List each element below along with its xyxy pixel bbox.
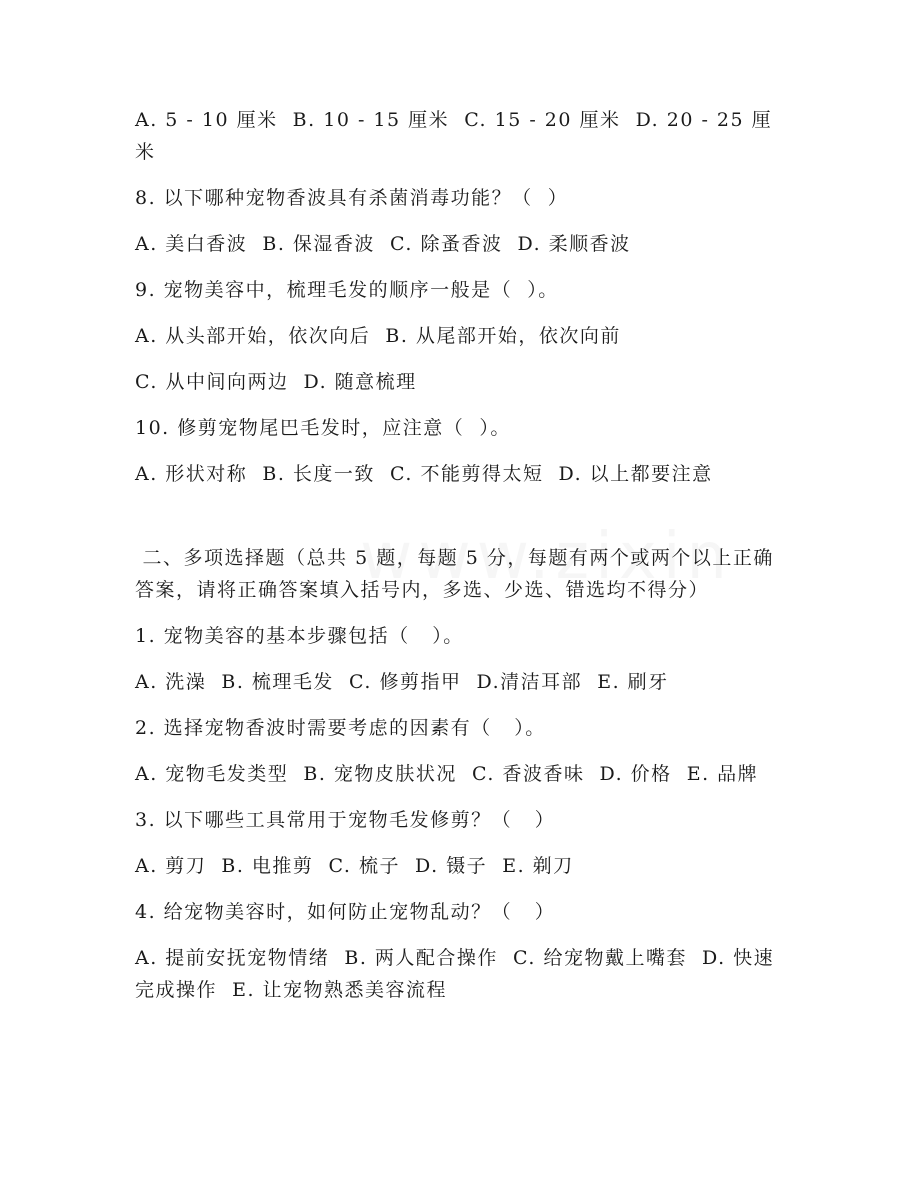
mq3-question: 3. 以下哪些工具常用于宠物毛发修剪？（ ）: [135, 809, 556, 831]
mq4-options: A. 提前安抚宠物情绪 B. 两人配合操作 C. 给宠物戴上嘴套 D. 快速完成操作 E. 让宠物熟悉美容流程: [135, 947, 775, 1001]
q8-question: 8. 以下哪种宠物香波具有杀菌消毒功能？（ ）: [135, 187, 569, 209]
mq4-question: 4. 给宠物美容时，如何防止宠物乱动？（ ）: [135, 901, 556, 923]
q9-options-line2: C. 从中间向两边 D. 随意梳理: [135, 371, 417, 393]
q10-question: 10. 修剪宠物尾巴毛发时，应注意（ ）。: [135, 417, 511, 439]
mq2-options: A. 宠物毛发类型 B. 宠物皮肤状况 C. 香波香味 D. 价格 E. 品牌: [135, 763, 759, 785]
q9-options-line1: A. 从头部开始，依次向后 B. 从尾部开始，依次向前: [135, 325, 621, 347]
q9-question: 9. 宠物美容中，梳理毛发的顺序一般是（ ）。: [135, 279, 559, 301]
section-heading-multiple-choice: 二、多项选择题（总共 5 题，每题 5 分，每题有两个或两个以上正确答案，请将正确答案填入括号内，多选、少选、错选均不得分）: [135, 547, 774, 601]
mq1-options: A. 洗澡 B. 梳理毛发 C. 修剪指甲 D.清洁耳部 E. 刷牙: [135, 671, 669, 693]
mq3-options: A. 剪刀 B. 电推剪 C. 梳子 D. 镊子 E. 剃刀: [135, 855, 574, 877]
q8-options: A. 美白香波 B. 保湿香波 C. 除蚤香波 D. 柔顺香波: [135, 233, 631, 255]
document-page: [135, 104, 783, 1006]
q7-options: A. 5 - 10 厘米 B. 10 - 15 厘米 C. 15 - 20 厘米 D. 20 - 25 厘米: [135, 109, 773, 163]
q10-options: A. 形状对称 B. 长度一致 C. 不能剪得太短 D. 以上都要注意: [135, 463, 713, 485]
mq2-question: 2. 选择宠物香波时需要考虑的因素有（ ）。: [135, 717, 546, 739]
mq1-question: 1. 宠物美容的基本步骤包括（ ）。: [135, 625, 464, 647]
